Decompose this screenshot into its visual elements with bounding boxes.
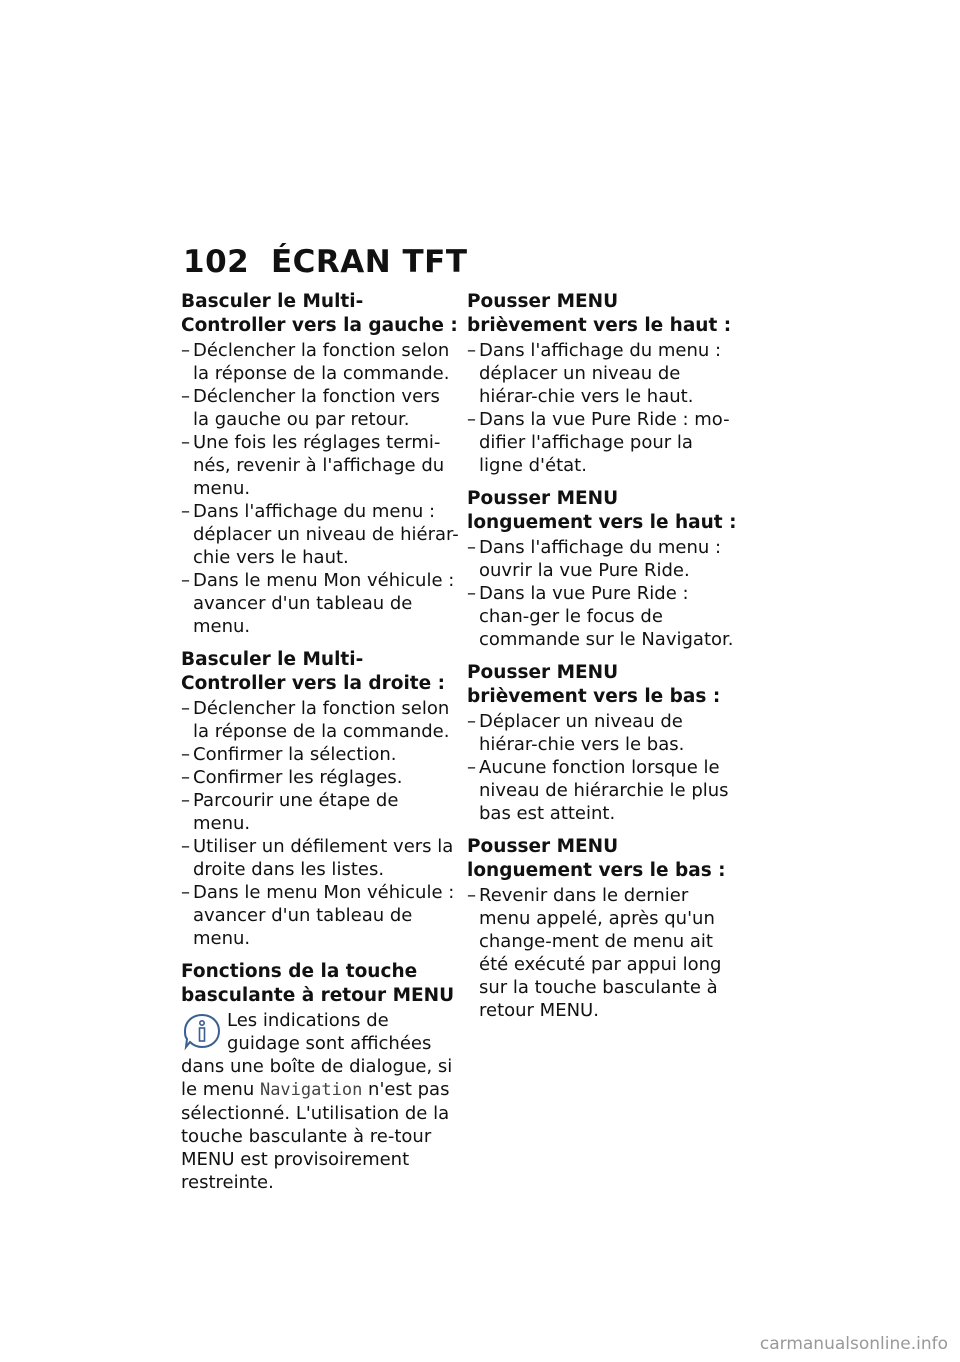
list-item-text: Dans le menu Mon véhicule : avancer d'un tableau de menu. <box>193 570 455 637</box>
section-title: Pousser MENU brièvement vers le haut : <box>467 291 732 336</box>
list-item <box>181 766 459 789</box>
dash-bullet-icon: – <box>181 882 190 903</box>
watermark: carmanualsonline.info <box>759 1334 948 1354</box>
bullet-list <box>467 536 737 651</box>
list-item <box>467 339 737 408</box>
instruction-section <box>467 661 737 825</box>
dash-bullet-icon: – <box>181 386 190 407</box>
note-code: Navigation <box>259 1080 363 1100</box>
list-item <box>181 881 459 950</box>
section-title: Pousser MENU brièvement vers le bas : <box>467 662 721 707</box>
list-item-text: Dans l'affichage du menu : déplacer un niveau de hiérar-chie vers le haut. <box>193 501 459 568</box>
dash-bullet-icon: – <box>181 790 190 811</box>
list-item-text: Déplacer un niveau de hiérar-chie vers le bas. <box>479 711 685 755</box>
dash-bullet-icon: – <box>181 340 190 361</box>
bullet-list <box>467 339 737 477</box>
section-title: Basculer le Multi-Controller vers la droite : <box>181 649 446 694</box>
section-title: Pousser MENU longuement vers le haut : <box>467 488 737 533</box>
note-text-before: Les indications de guidage sont affichées dans une boîte de dialogue, si le menu <box>181 1010 453 1100</box>
list-item-text: Aucune fonction lorsque le niveau de hiérarchie le plus bas est atteint. <box>479 757 729 824</box>
dash-bullet-icon: – <box>467 885 476 906</box>
list-item <box>467 582 737 651</box>
list-item-text: Confirmer les réglages. <box>193 767 403 788</box>
section-title: Fonctions de la touche basculante à retour MENU <box>181 961 455 1006</box>
list-item-text: Dans la vue Pure Ride : mo-difier l'affichage pour la ligne d'état. <box>479 409 730 476</box>
dash-bullet-icon: – <box>181 698 190 719</box>
page-header <box>183 244 468 280</box>
bullet-list <box>467 884 737 1022</box>
list-item-text: Utiliser un défilement vers la droite dans les listes. <box>193 836 454 880</box>
list-item <box>181 569 459 638</box>
dash-bullet-icon: – <box>181 501 190 522</box>
dash-bullet-icon: – <box>181 744 190 765</box>
list-item-text: Dans l'affichage du menu : déplacer un niveau de hiérar-chie vers le haut. <box>479 340 722 407</box>
list-item <box>181 339 459 385</box>
list-item-text: Dans la vue Pure Ride : chan-ger le focus de commande sur le Navigator. <box>479 583 734 650</box>
list-item <box>467 408 737 477</box>
note-text-after: n'est pas sélectionné. L'utilisation de la touche basculante à re-tour MENU est provisoirement restreinte. <box>181 1079 450 1193</box>
bullet-list <box>467 710 737 825</box>
list-item-text: Confirmer la sélection. <box>193 744 397 765</box>
page-number: 102 <box>183 244 250 280</box>
note-section <box>181 960 459 1194</box>
list-item-text: Revenir dans le dernier menu appelé, après qu'un change-ment de menu ait été exécuté par appui long sur la touche basculante à retour MENU. <box>479 885 722 1021</box>
list-item <box>181 789 459 835</box>
dash-bullet-icon: – <box>181 836 190 857</box>
info-icon <box>181 1011 223 1051</box>
list-item-text: Déclencher la fonction selon la réponse de la commande. <box>193 698 450 742</box>
dash-bullet-icon: – <box>467 409 476 430</box>
instruction-section <box>467 290 737 477</box>
dash-bullet-icon: – <box>181 570 190 591</box>
left-column <box>181 290 459 1194</box>
dash-bullet-icon: – <box>467 583 476 604</box>
dash-bullet-icon: – <box>467 757 476 778</box>
list-item-text: Dans le menu Mon véhicule : avancer d'un tableau de menu. <box>193 882 455 949</box>
dash-bullet-icon: – <box>181 767 190 788</box>
dash-bullet-icon: – <box>181 432 190 453</box>
instruction-section <box>467 835 737 1022</box>
section-title: Pousser MENU longuement vers le bas : <box>467 836 726 881</box>
section-title: Basculer le Multi-Controller vers la gauche : <box>181 291 458 336</box>
bullet-list <box>181 697 459 950</box>
list-item <box>467 536 737 582</box>
right-column <box>467 290 737 1022</box>
list-item <box>181 500 459 569</box>
list-item-text: Déclencher la fonction vers la gauche ou par retour. <box>193 386 440 430</box>
bullet-list <box>181 339 459 638</box>
instruction-section <box>181 290 459 638</box>
list-item <box>467 710 737 756</box>
list-item <box>181 385 459 431</box>
dash-bullet-icon: – <box>467 537 476 558</box>
instruction-section <box>467 487 737 651</box>
page-title: ÉCRAN TFT <box>271 244 468 280</box>
list-item <box>181 835 459 881</box>
list-item-text: Parcourir une étape de menu. <box>193 790 399 834</box>
info-note <box>181 1009 459 1194</box>
list-item <box>181 431 459 500</box>
list-item <box>467 756 737 825</box>
list-item-text: Déclencher la fonction selon la réponse de la commande. <box>193 340 450 384</box>
dash-bullet-icon: – <box>467 340 476 361</box>
list-item-text: Une fois les réglages termi-nés, revenir à l'affichage du menu. <box>193 432 445 499</box>
list-item <box>181 697 459 743</box>
list-item-text: Dans l'affichage du menu : ouvrir la vue Pure Ride. <box>479 537 722 581</box>
list-item <box>181 743 459 766</box>
dash-bullet-icon: – <box>467 711 476 732</box>
list-item <box>467 884 737 1022</box>
instruction-section <box>181 648 459 950</box>
